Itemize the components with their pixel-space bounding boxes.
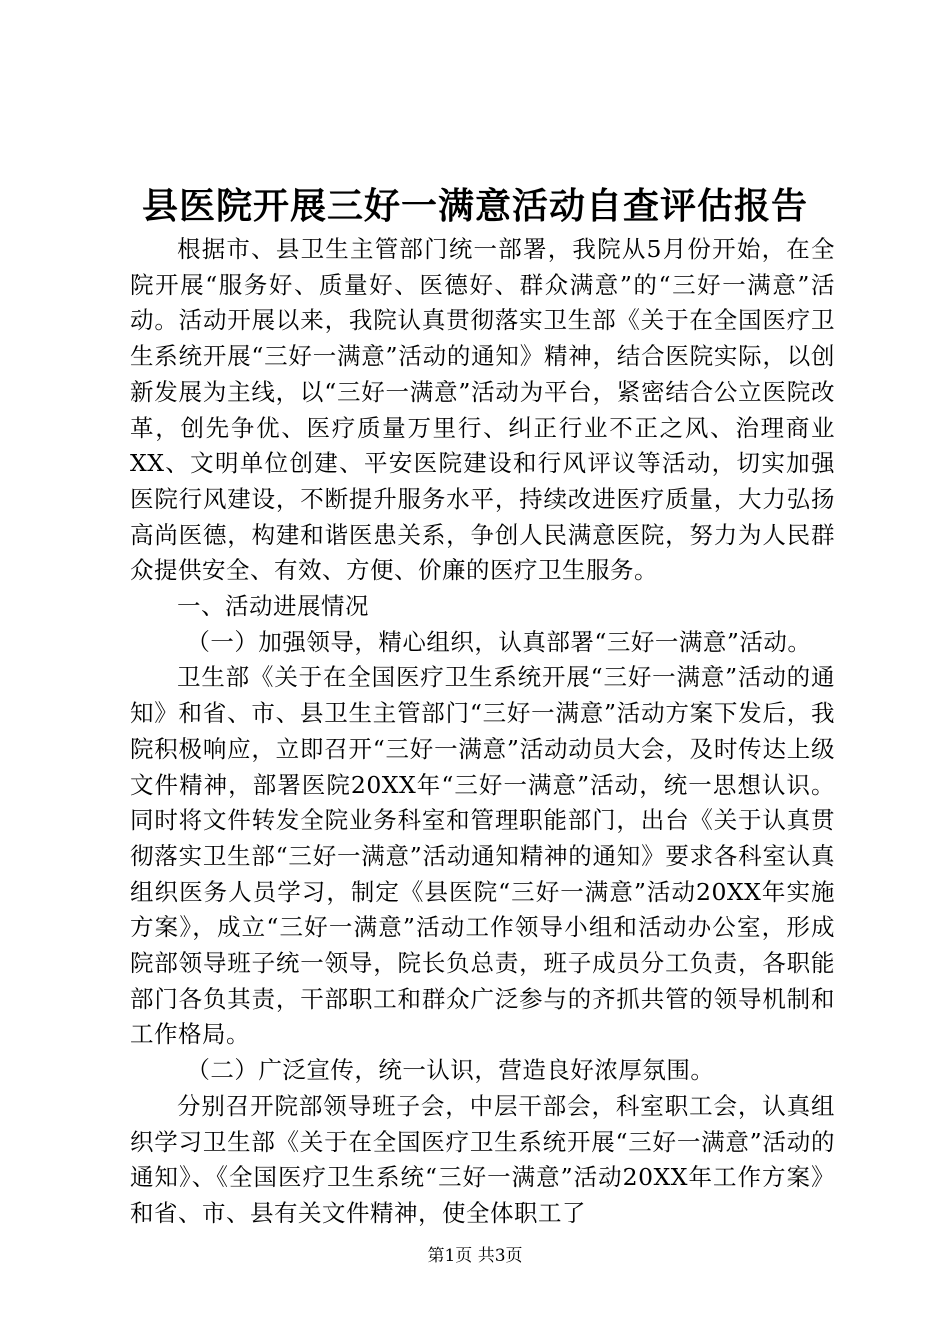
subsection-heading: （一）加强领导，精心组织，认真部署“三好一满意”活动。 bbox=[186, 627, 812, 656]
intro-paragraph: 根据市、县卫生主管部门统一部署，我院从5月份开始，在全院开展“服务好、质量好、医德好、群众满意”的“三好一满意”活动。活动开展以来，我院认真贯彻落实卫生部《关于在全国医疗卫生系统开展“三好一满意”活动的通知》精神，结合医院实际，以创新发展为主线，以“三好一满意”活动为平台，紧密结合公立医院改革，创先争优、医疗质量万里行、纠正行业不正之风、治理商业XX、文明单位创建、平安医院建设和行风评议等活动，切实加强医院行风建设，不断提升服务水平，持续改进医疗质量，大力弘扬高尚医德，构建和谐医患关系，争创人民满意医院，努力为人民群众提供安全、有效、方便、价廉的医疗卫生服务。 bbox=[130, 235, 835, 585]
body-paragraph: 分别召开院部领导班子会，中层干部会，科室职工会，认真组织学习卫生部《关于在全国医疗卫生系统开展“三好一满意”活动的通知》、《全国医疗卫生系统“三好一满意”活动20XX年工作方案》和省、市、县有关文件精神，使全体职工了 bbox=[130, 1091, 835, 1227]
document-title: 县医院开展三好一满意活动自查评估报告 bbox=[141, 185, 808, 227]
body-paragraph: 卫生部《关于在全国医疗卫生系统开展“三好一满意”活动的通知》和省、市、县卫生主管部门“三好一满意”活动方案下发后，我院积极响应，立即召开“三好一满意”活动动员大会，及时传达上级文件精神，部署医院20XX年“三好一满意”活动，统一思想认识。同时将文件转发全院业务科室和管理职能部门，出台《关于认真贯彻落实卫生部“三好一满意”活动通知精神的通知》要求各科室认真组织医务人员学习，制定《县医院“三好一满意”活动20XX年实施方案》，成立“三好一满意”活动工作领导小组和活动办公室，形成院部领导班子统一领导，院长负总责，班子成员分工负责，各职能部门各负其责，干部职工和群众广泛参与的齐抓共管的领导机制和工作格局。 bbox=[130, 663, 835, 1049]
page-number: 第1页 共3页 bbox=[427, 1246, 523, 1266]
subsection-heading: （二）广泛宣传，统一认识，营造良好浓厚氛围。 bbox=[186, 1056, 715, 1085]
document-body bbox=[130, 232, 835, 1232]
section-heading: 一、活动进展情况 bbox=[177, 592, 369, 621]
